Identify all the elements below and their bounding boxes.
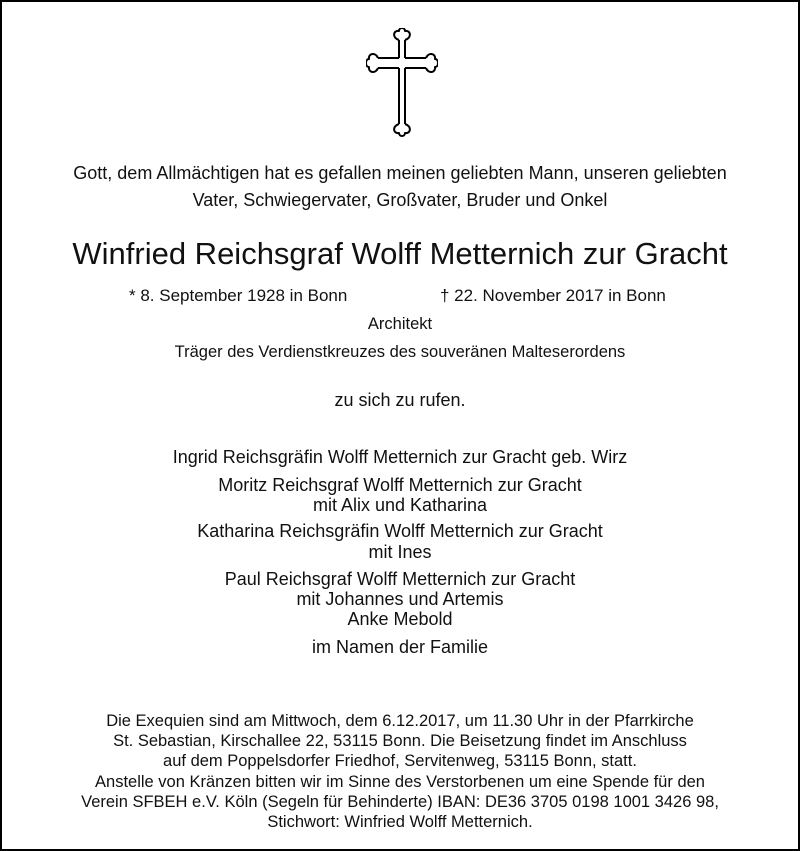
mourner-closing: im Namen der Familie bbox=[311, 637, 489, 657]
mourner-line: Paul Reichsgraf Wolff Metternich zur Gracht bbox=[224, 569, 576, 589]
notice-line: Verein SFBEH e.V. Köln (Segeln für Behinderte) IBAN: DE36 3705 0198 1001 3426 98, bbox=[81, 793, 719, 811]
honor: Träger des Verdienstkreuzes des souveränen Malteserordens bbox=[174, 343, 626, 361]
intro-line-2: Vater, Schwiegervater, Großvater, Bruder und Onkel bbox=[192, 190, 608, 210]
mourner-line: mit Ines bbox=[368, 542, 432, 562]
notice-line: Stichwort: Winfried Wolff Metternich. bbox=[267, 813, 533, 831]
mourner-line: mit Alix und Katharina bbox=[312, 495, 488, 515]
mourner-line: Ingrid Reichsgräfin Wolff Metternich zur Gracht geb. Wirz bbox=[172, 447, 628, 467]
notice-line: Anstelle von Kränzen bitten wir im Sinne des Verstorbenen um eine Spende für den bbox=[95, 773, 705, 791]
notice-line: St. Sebastian, Kirschallee 22, 53115 Bonn. Die Beisetzung findet im Anschluss bbox=[113, 732, 687, 750]
mourner-line: Katharina Reichsgräfin Wolff Metternich zur Gracht bbox=[197, 521, 603, 541]
mourner-line: mit Johannes und Artemis bbox=[296, 589, 504, 609]
intro-line-1: Gott, dem Allmächtigen hat es gefallen meinen geliebten Mann, unseren geliebten bbox=[73, 163, 727, 183]
notice-line: auf dem Poppelsdorfer Friedhof, Servitenweg, 53115 Bonn, statt. bbox=[163, 752, 637, 770]
deceased-name: Winfried Reichsgraf Wolff Metternich zur Gracht bbox=[72, 236, 728, 271]
mourner-line: Moritz Reichsgraf Wolff Metternich zur Gracht bbox=[218, 475, 582, 495]
notice-line: Die Exequien sind am Mittwoch, dem 6.12.2017, um 11.30 Uhr in der Pfarrkirche bbox=[106, 712, 694, 730]
profession: Architekt bbox=[367, 315, 433, 333]
death-date: † 22. November 2017 in Bonn bbox=[440, 286, 666, 305]
cross-icon bbox=[366, 28, 438, 138]
mourner-line: Anke Mebold bbox=[347, 609, 453, 629]
birth-date: * 8. September 1928 in Bonn bbox=[129, 286, 348, 305]
closing-phrase: zu sich zu rufen. bbox=[334, 390, 466, 410]
